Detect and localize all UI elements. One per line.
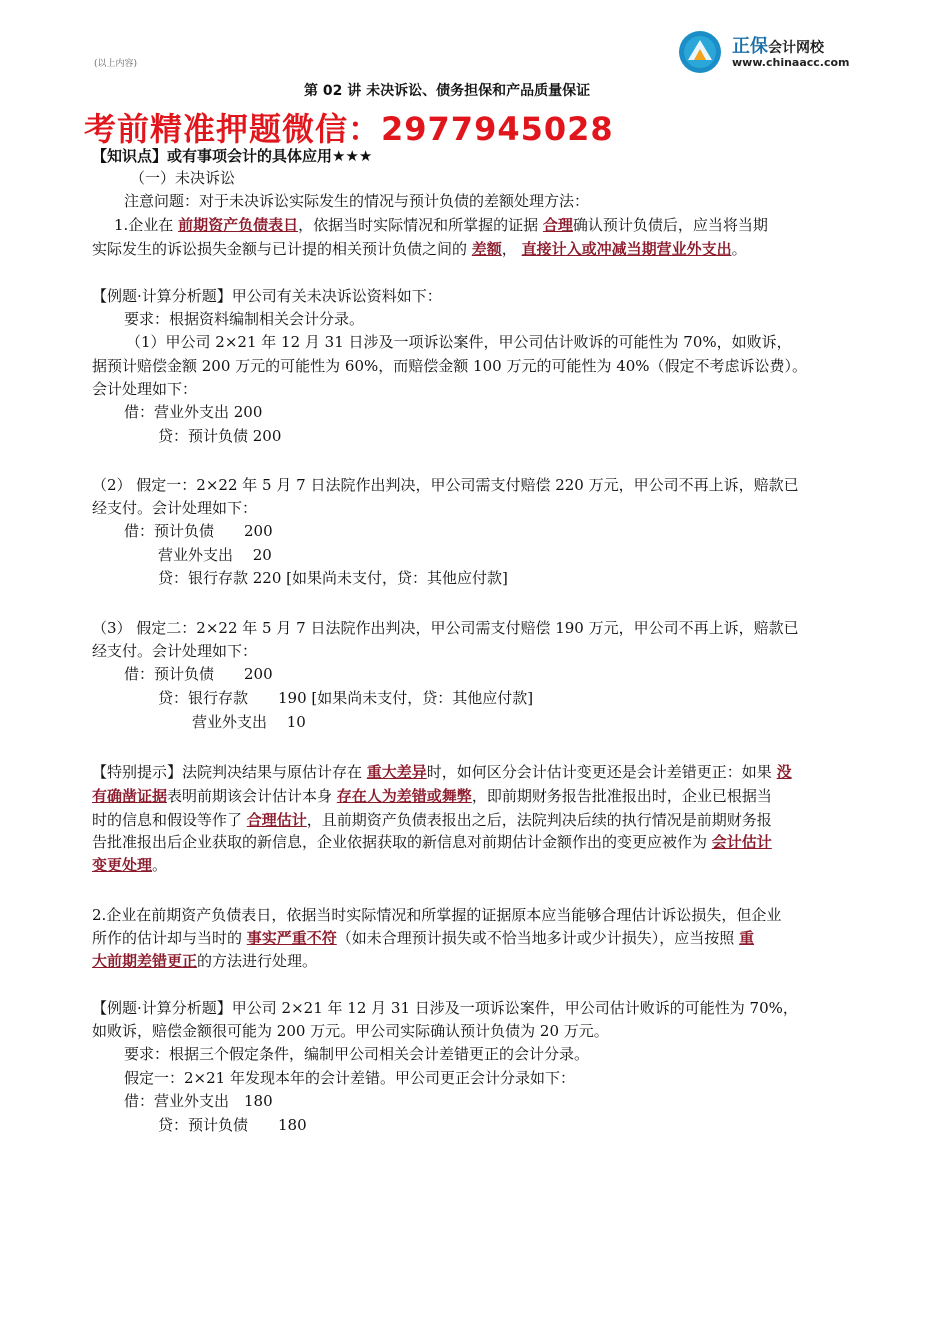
brand-url: www.chinaacc.com	[732, 56, 850, 69]
key-term: 没	[776, 763, 792, 781]
case-1-line-2: 据预计赔偿金额 200 万元的可能性为 60%，而赔偿金额 100 万元的可能性为 40%（假定不考虑诉讼费）。	[92, 357, 808, 375]
key-term: 会计估计	[711, 833, 772, 851]
journal-debit: 营业外支出 20	[158, 546, 272, 564]
example-1-requirement: 要求：根据资料编制相关会计分录。	[124, 310, 365, 328]
text: 。	[731, 240, 747, 258]
text: ，	[501, 240, 522, 258]
key-term: 变更处理	[92, 856, 153, 874]
case-3-line-2: 经支付。会计处理如下：	[92, 642, 258, 660]
text: 所作的估计却与当时的	[92, 929, 247, 947]
journal-credit: 贷：银行存款 220 [如果尚未支付，贷：其他应付款]	[158, 569, 508, 587]
key-term: 直接计入或冲减当期营业外支出	[521, 240, 732, 258]
section-heading: （一）未决诉讼	[130, 169, 236, 187]
knowledge-heading: 【知识点】或有事项会计的具体应用★★★	[92, 147, 373, 165]
journal-credit: 贷：预计负债 180	[158, 1116, 307, 1134]
text: ，且前期资产负债表报出之后，法院判决后续的执行情况是前期财务报	[306, 811, 772, 829]
brand-logo[interactable]	[678, 28, 878, 76]
journal-credit: 贷：银行存款 190 [如果尚未支付，贷：其他应付款]	[158, 689, 534, 707]
promo-banner: 考前精准押题微信：2977945028	[84, 110, 614, 148]
key-term: 重大差异	[366, 763, 427, 781]
case-2-line-2: 经支付。会计处理如下：	[92, 499, 258, 517]
text: 表明前期该会计估计本身	[167, 787, 337, 805]
case-2-line-1: （2） 假定一：2×22 年 5 月 7 日法院作出判决，甲公司需支付赔偿 220 万元，甲公司不再上诉，赔款已	[92, 476, 799, 494]
example-2-case-1: 假定一：2×21 年发现本年的会计差错。甲公司更正会计分录如下：	[124, 1069, 575, 1087]
brand-name	[732, 32, 824, 58]
tip-line-1	[92, 760, 792, 784]
brand-name-sub: 会计网校	[768, 40, 824, 56]
paragraph-2-line-1: 2.企业在前期资产负债表日，依据当时实际情况和所掌握的证据原本应当能够合理估计诉讼损失，但企业	[92, 906, 782, 924]
journal-credit: 贷：预计负债 200	[158, 427, 282, 445]
key-term: 有确凿证据	[92, 787, 168, 805]
journal-debit: 借：预计负债 200	[124, 522, 273, 540]
paragraph-1-line-2	[92, 237, 747, 261]
key-term: 大前期差错更正	[92, 952, 198, 970]
journal-debit: 借：营业外支出 200	[124, 403, 263, 421]
note-text: 注意问题：对于未决诉讼实际发生的情况与预计负债的差额处理方法：	[124, 192, 590, 210]
journal-credit: 营业外支出 10	[192, 713, 306, 731]
example-2-requirement: 要求：根据三个假定条件，编制甲公司相关会计差错更正的会计分录。	[124, 1045, 590, 1063]
case-1-line-3: 会计处理如下：	[92, 380, 198, 398]
example-2-line-2: 如败诉，赔偿金额很可能为 200 万元。甲公司实际确认预计负债为 20 万元。	[92, 1022, 609, 1040]
example-1-heading: 【例题·计算分析题】甲公司有关未决诉讼资料如下：	[92, 287, 442, 305]
tip-line-2	[92, 784, 772, 808]
text: ，即前期财务报告批准报出时，企业已根据当	[471, 787, 772, 805]
lecture-title: 第 02 讲 未决诉讼、债务担保和产品质量保证	[304, 83, 591, 99]
tip-line-3	[92, 808, 772, 832]
text: ，依据当时实际情况和所掌握的证据	[298, 216, 543, 234]
case-1-line-1: （1）甲公司 2×21 年 12 月 31 日涉及一项诉讼案件，甲公司估计败诉的可能性为 70%，如败诉，	[126, 333, 792, 351]
key-term: 差额	[471, 240, 502, 258]
key-term: 前期资产负债表日	[178, 216, 299, 234]
text: 的方法进行处理。	[197, 952, 318, 970]
paragraph-2-line-3	[92, 949, 317, 973]
top-mark: (以上内容)	[94, 59, 138, 69]
key-term: 存在人为差错或舞弊	[336, 787, 472, 805]
text: 1.企业在	[114, 216, 179, 234]
text: 告批准报出后企业获取的新信息，企业依据获取的新信息对前期估计金额作出的变更应被作为	[92, 833, 712, 851]
text: 时，如何区分会计估计变更还是会计差错更正：如果	[426, 763, 777, 781]
brand-logo-icon	[678, 30, 722, 74]
text: 时的信息和假设等作了	[92, 811, 247, 829]
tip-line-5	[92, 853, 167, 877]
brand-name-main: 正保	[732, 36, 768, 57]
key-term: 合理	[542, 216, 573, 234]
paragraph-2-line-2	[92, 926, 754, 950]
journal-debit: 借：营业外支出 180	[124, 1092, 273, 1110]
example-2-line-1: 【例题·计算分析题】甲公司 2×21 年 12 月 31 日涉及一项诉讼案件，甲公司估计败诉的可能性为 70%，	[92, 999, 798, 1017]
tip-line-4	[92, 830, 772, 854]
text: 确认预计负债后，应当将当期	[572, 216, 768, 234]
key-term: 事实严重不符	[246, 929, 337, 947]
text: 实际发生的诉讼损失金额与已计提的相关预计负债之间的	[92, 240, 472, 258]
case-3-line-1: （3） 假定二：2×22 年 5 月 7 日法院作出判决，甲公司需支付赔偿 190 万元，甲公司不再上诉，赔款已	[92, 619, 799, 637]
key-term: 合理估计	[246, 811, 307, 829]
journal-debit: 借：预计负债 200	[124, 665, 273, 683]
paragraph-1-line-1	[114, 213, 768, 237]
text: （如未合理预计损失或不恰当地多计或少计损失），应当按照	[336, 929, 740, 947]
key-term: 重	[739, 929, 755, 947]
text: 【特别提示】法院判决结果与原估计存在	[92, 763, 367, 781]
text: 。	[152, 856, 168, 874]
